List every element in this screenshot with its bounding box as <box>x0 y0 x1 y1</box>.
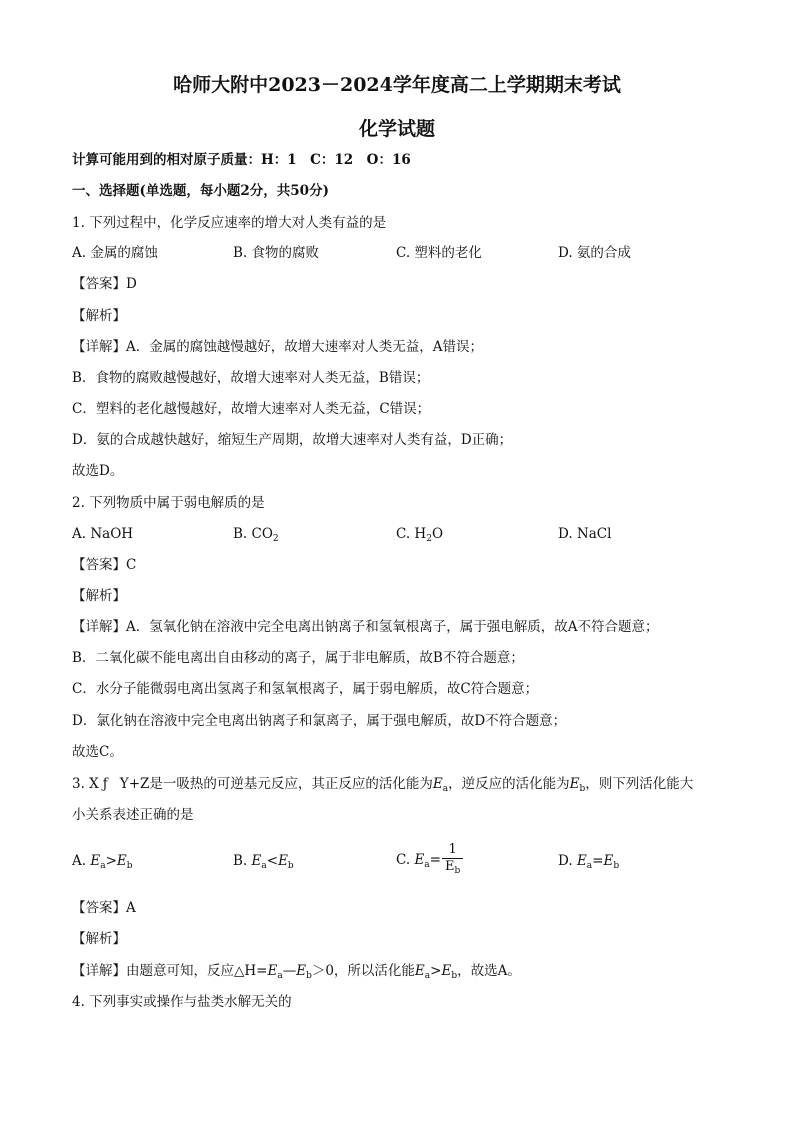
q1-option-b: B. 食物的腐败 <box>233 245 320 261</box>
q1-option-c: C. 塑料的老化 <box>396 245 482 261</box>
q2-option-d: D. NaCl <box>558 526 612 542</box>
q3-answer-line <box>72 899 136 917</box>
detail-label: 【详解】 <box>72 619 126 635</box>
q3-detail-line: 【详解】由题意可知，反应$\triangle H=E_a—E_b>0$，所以活化能$E_a>E_b$，故选A。 <box>72 963 521 981</box>
q1-detail-a: A．金属的腐蚀越慢越好，故增大速率对人类无益，A错误； <box>126 339 483 355</box>
fraction: $\frac{1}{E_b}$ <box>442 842 463 879</box>
q3-option-d: D. $E_a=E_b$ <box>558 853 620 871</box>
answer-label: 【答案】 <box>72 900 126 916</box>
q3-option-b: B. $E_a<E_b$ <box>233 853 294 871</box>
q1-stem: 1. 下列过程中，化学反应速率的增大对人类有益的是 <box>72 215 387 231</box>
q1-detail-b: B．食物的腐败越慢越好，故增大速率对人类无益，B错误； <box>72 370 430 386</box>
q2-conclusion: 故选C。 <box>72 744 123 760</box>
q3-stem-line1: 3. X ƒ Y+Z是一吸热的可逆基元反应，其正反应的活化能为$E_a$，逆反应的活化能为$E_b$，则下列活化能大 <box>72 776 694 794</box>
q2-detail-c: C．水分子能微弱电离出氢离子和氢氧根离子，属于弱电解质，故C符合题意； <box>72 681 539 697</box>
q1-option-d: D. 氨的合成 <box>558 245 631 261</box>
q1-option-a: A. 金属的腐蚀 <box>72 245 158 261</box>
exam-subtitle: 化学试题 <box>358 118 435 140</box>
q2-detail-d: D．氯化钠在溶液中完全电离出钠离子和氯离子，属于强电解质，故D不符合题意； <box>72 713 567 729</box>
detail-label: 【详解】 <box>72 963 126 979</box>
q2-stem: 2. 下列物质中属于弱电解质的是 <box>72 495 265 511</box>
q1-conclusion: 故选D。 <box>72 463 124 479</box>
q2-answer: C <box>126 557 137 573</box>
q1-detail-c: C．塑料的老化越慢越好，故增大速率对人类无益，C错误； <box>72 401 431 417</box>
q3-option-a: A. $E_a>E_b$ <box>72 853 133 871</box>
q4-stem: 4. 下列事实或操作与盐类水解无关的 <box>72 994 292 1010</box>
equilibrium-arrow-icon: ƒ <box>102 776 108 792</box>
q1-analysis-label: 【解析】 <box>72 308 126 324</box>
q2-answer-line <box>72 556 136 574</box>
q2-analysis-label: 【解析】 <box>72 588 126 604</box>
q2-detail-line <box>72 618 659 636</box>
q2-option-b: B. $CO_2$ <box>233 526 279 544</box>
atomic-masses: 计算可能用到的相对原子质量：H：1 C：12 O：16 <box>72 152 411 168</box>
detail-label: 【详解】 <box>72 339 126 355</box>
q2-detail-b: B．二氧化碳不能电离出自由移动的离子，属于非电解质，故B不符合题意； <box>72 650 524 666</box>
q2-detail-a: A．氢氧化钠在溶液中完全电离出钠离子和氢氧根离子，属于强电解质，故A不符合题意； <box>126 619 659 635</box>
q1-detail-line <box>72 338 483 356</box>
q1-detail-d: D．氨的合成越快越好，缩短生产周期，故增大速率对人类有益，D正确； <box>72 432 513 448</box>
answer-label: 【答案】 <box>72 557 126 573</box>
answer-label: 【答案】 <box>72 276 126 292</box>
exam-title: 哈师大附中2023－2024学年度高二上学期期末考试 <box>173 74 621 96</box>
q2-option-c: C. $H_2O$ <box>396 526 444 544</box>
q1-answer: D <box>126 276 137 292</box>
q3-answer: A <box>126 900 136 916</box>
q2-option-a: A. NaOH <box>72 526 134 542</box>
q3-analysis-label: 【解析】 <box>72 931 126 947</box>
q3-option-c: C. $E_a=$ $\frac{1}{E_b}$ <box>396 842 463 879</box>
q3-stem-line2: 小关系表述正确的是 <box>72 807 194 823</box>
section-heading: 一、选择题(单选题，每小题2分，共50分) <box>72 183 329 199</box>
q1-answer-line <box>72 275 137 293</box>
